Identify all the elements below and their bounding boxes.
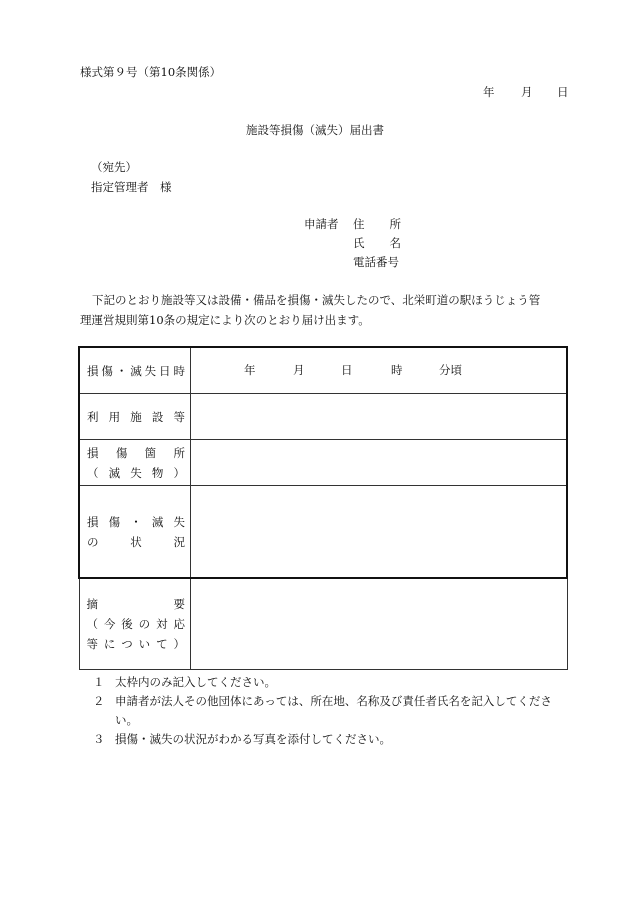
- table-row-location: [79, 440, 567, 486]
- document-title: 施設等損傷（滅失）届出書: [246, 123, 384, 137]
- note-text: 太枠内のみ記入してください。: [115, 675, 276, 689]
- label-location-line2: （ 滅 失 物 ）: [87, 465, 185, 480]
- datetime-hour-unit: 時: [391, 363, 403, 377]
- label-remarks-line3: 等 に つ い て ）: [86, 637, 185, 651]
- table-row-datetime: [79, 347, 567, 394]
- label-cell-facility: [79, 394, 191, 440]
- label-cell-condition: [79, 486, 191, 579]
- note-item-continuation: [93, 711, 571, 730]
- notes-list: [93, 673, 571, 749]
- remarks-field[interactable]: [191, 578, 568, 670]
- note-text: 申請者が法人その他団体にあっては、所在地、名称及び責任者氏名を記入してくださ: [115, 694, 552, 708]
- label-remarks-line1: 摘 要: [86, 597, 185, 611]
- condition-field[interactable]: [191, 486, 568, 579]
- label-facility: 利 用 施 設 等: [87, 409, 185, 424]
- label-datetime: 損 傷 ・ 滅 失 日 時: [87, 363, 185, 378]
- note-number: ３: [93, 732, 105, 746]
- note-number: １: [93, 675, 105, 689]
- applicant-phone-label: 電話番号: [353, 255, 399, 269]
- datetime-field[interactable]: [191, 347, 568, 394]
- report-table: [78, 346, 568, 670]
- label-cell-location: [79, 440, 191, 486]
- body-text-line2: 理運営規則第10条の規定により次のとおり届け出ます。: [80, 313, 370, 327]
- label-cell-remarks: [79, 578, 191, 670]
- note-item: [93, 673, 571, 692]
- applicant-address-label: 住 所: [353, 217, 401, 231]
- form-number: 様式第９号（第10条関係）: [80, 65, 222, 79]
- date-day-unit: 日: [557, 85, 569, 99]
- note-item: [93, 730, 571, 749]
- date-month-unit: 月: [521, 85, 533, 99]
- facility-field[interactable]: [191, 394, 568, 440]
- label-cell-datetime: [79, 347, 191, 394]
- addressee-prefix: （宛先）: [91, 160, 137, 174]
- note-number: ２: [93, 694, 105, 708]
- note-item: [93, 692, 571, 711]
- applicant-name-label: 氏 名: [353, 236, 401, 250]
- table-row-condition: [79, 486, 567, 579]
- addressee-name: 指定管理者 様: [91, 180, 172, 194]
- date-year-unit: 年: [483, 85, 495, 99]
- body-text-line1: 下記のとおり施設等又は設備・備品を損傷・滅失したので、北栄町道の駅ほうじょう管: [92, 293, 541, 307]
- note-text-continuation: い。: [115, 713, 138, 727]
- datetime-year-unit: 年: [244, 363, 256, 377]
- location-field[interactable]: [191, 440, 568, 486]
- table-row-remarks: [79, 578, 567, 670]
- datetime-day-unit: 日: [341, 363, 353, 377]
- label-location-line1: 損 傷 箇 所: [87, 445, 185, 460]
- datetime-month-unit: 月: [293, 363, 305, 377]
- applicant-label: 申請者: [304, 217, 339, 231]
- datetime-minute-unit: 分頃: [439, 363, 462, 377]
- table-row-facility: [79, 394, 567, 440]
- label-condition-line2: の 状 況: [87, 534, 185, 549]
- note-text: 損傷・滅失の状況がわかる写真を添付してください。: [115, 732, 391, 746]
- label-condition-line1: 損 傷 ・ 滅 失: [87, 514, 185, 529]
- label-remarks-line2: （ 今 後 の 対 応: [86, 617, 185, 631]
